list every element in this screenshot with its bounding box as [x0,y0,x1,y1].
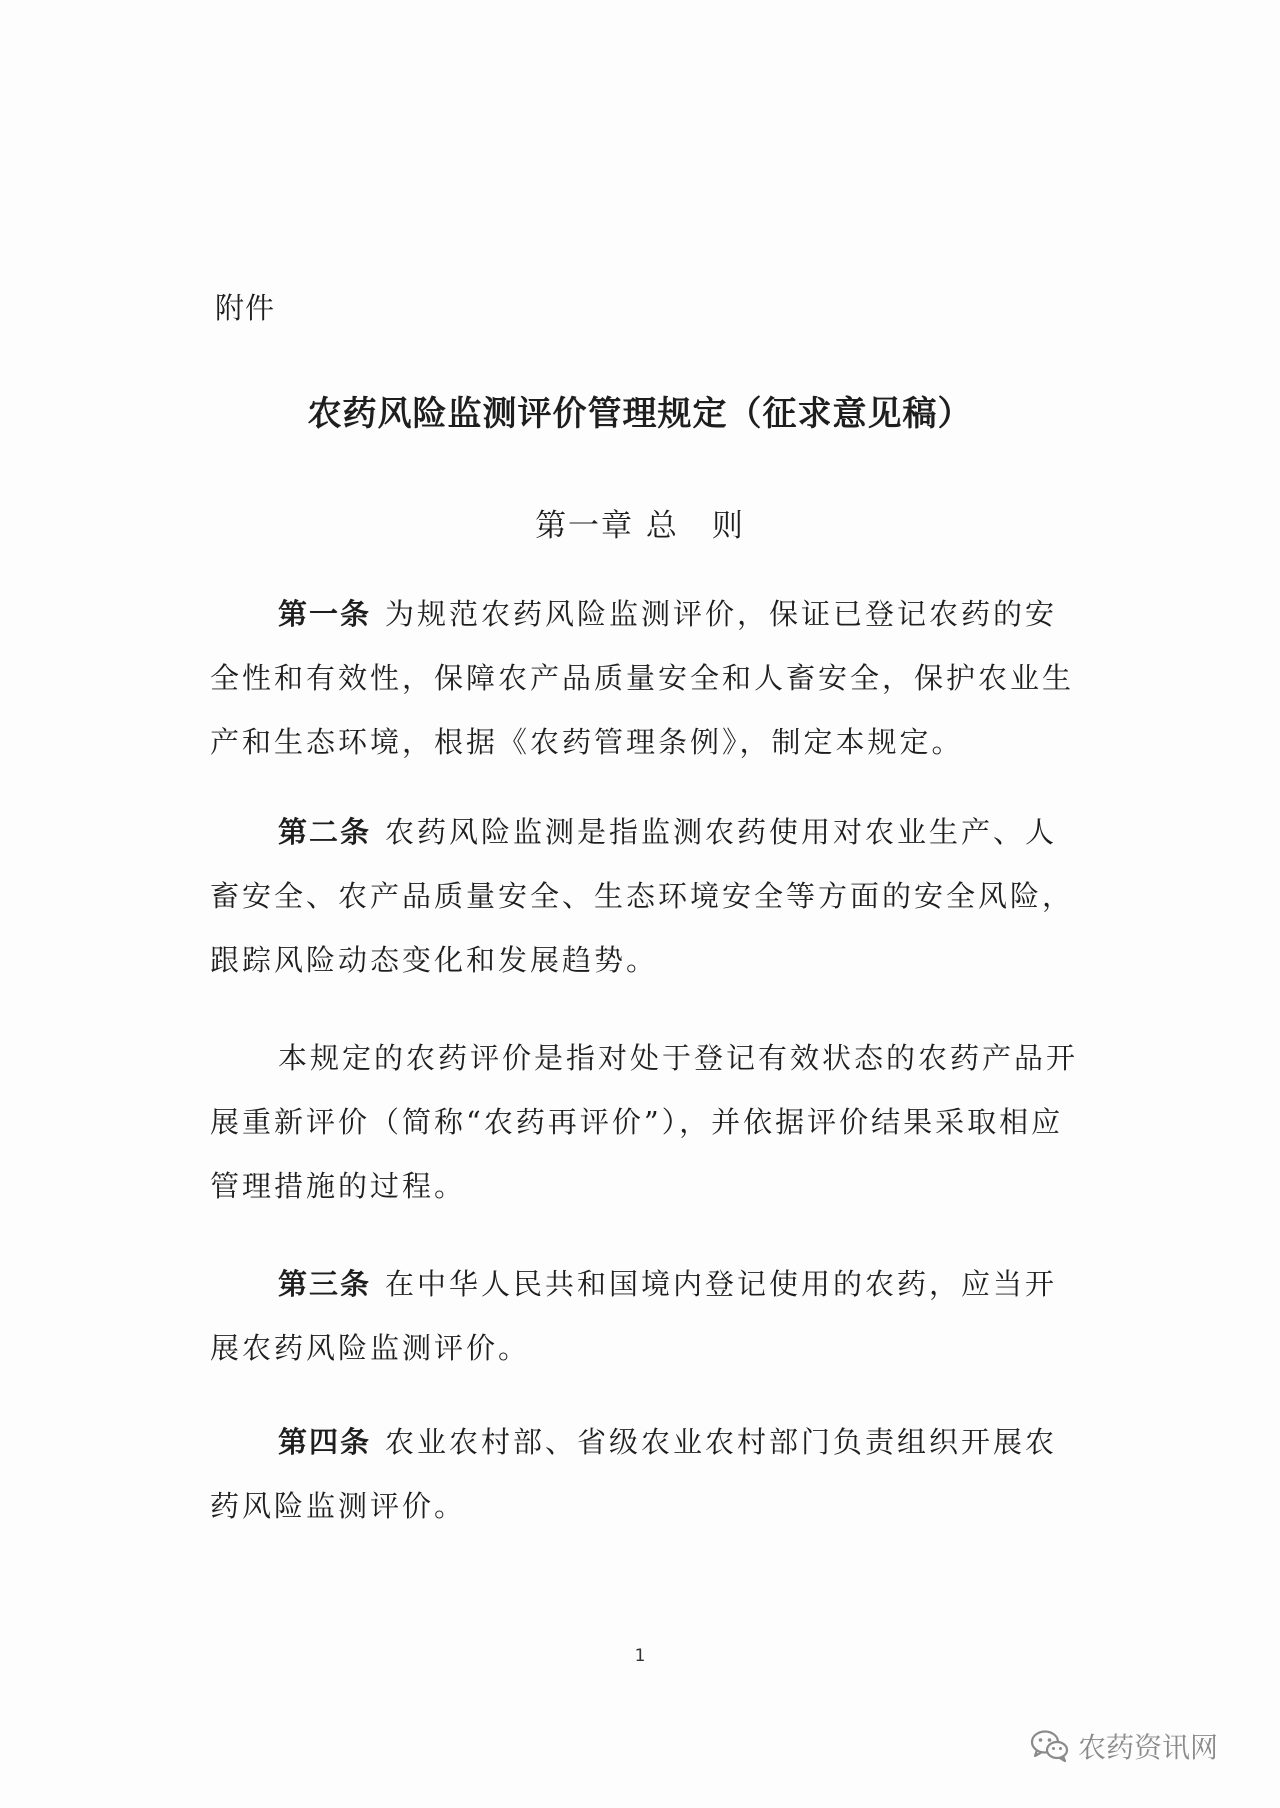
article-3-paragraph [210,1252,1080,1380]
article-text: 在中华人民共和国境内登记使用的农药，应当开展农药风险监测评价。 [210,1267,1058,1365]
article-1-paragraph [210,582,1080,774]
article-label: 第四条 [278,1425,372,1459]
article-2-continuation-paragraph [210,1026,1080,1218]
article-4-paragraph [210,1410,1080,1538]
article-label: 第三条 [278,1267,372,1301]
page-number: 1 [634,1646,646,1666]
article-text: 农药风险监测是指监测农药使用对农业生产、人畜安全、农产品质量安全、生态环境安全等方面的安全风险，跟踪风险动态变化和发展趋势。 [210,815,1075,977]
article-text: 本规定的农药评价是指对处于登记有效状态的农药产品开展重新评价（简称“农药再评价”），并依据评价结果采取相应管理措施的过程。 [210,1041,1079,1203]
article-2-paragraph [210,800,1080,992]
chapter-title: 第一章 总 则 [535,508,745,544]
watermark-text: 农药资讯网 [1078,1731,1219,1764]
article-text: 为规范农药风险监测评价，保证已登记农药的安全性和有效性，保障农产品质量安全和人畜安全，保护农业生产和生态环境，根据《农药管理条例》，制定本规定。 [210,597,1075,759]
attachment-label: 附件 [215,291,276,325]
watermark [1030,1726,1218,1766]
article-label: 第一条 [278,597,372,631]
document-title: 农药风险监测评价管理规定（征求意见稿） [307,394,973,434]
article-label: 第二条 [278,815,372,849]
wechat-icon [1030,1729,1070,1763]
article-text: 农业农村部、省级农业农村部门负责组织开展农药风险监测评价。 [210,1425,1058,1523]
